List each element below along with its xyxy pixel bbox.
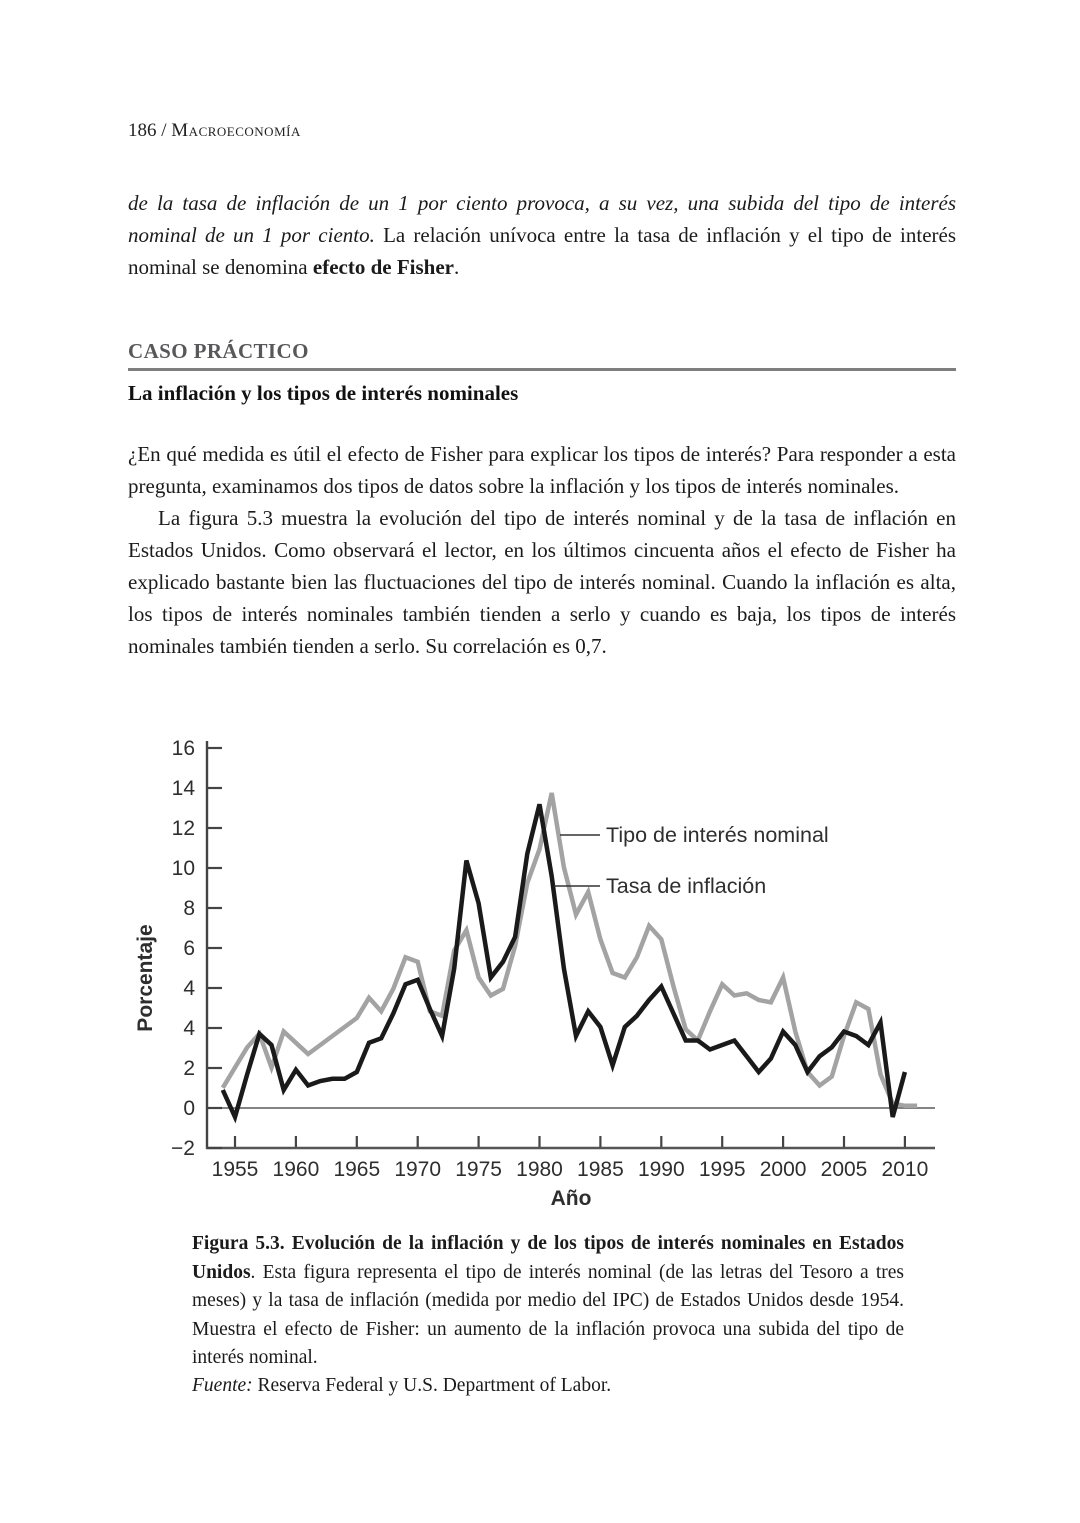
text-segment: . bbox=[454, 255, 460, 279]
y-tick-label: 4 bbox=[183, 1017, 195, 1040]
y-tick-label: 10 bbox=[171, 857, 195, 880]
x-tick-label: 1990 bbox=[637, 1158, 685, 1181]
figure-5-3-chart bbox=[130, 733, 950, 1218]
x-tick-label: 1980 bbox=[516, 1158, 563, 1181]
page-number: 186 / bbox=[128, 120, 172, 141]
x-axis-title: Año bbox=[550, 1187, 592, 1210]
x-tick-label: 1965 bbox=[333, 1158, 381, 1181]
text-segment: . Esta figura representa el tipo de interés nominal (de las letras del Tesoro a tres meses) y la tasa de inflación (medida por medio del IPC) de Estados Unidos desde 1954. Muestra el efecto de Fisher: un aumento de la inflación provoca una subida del tipo de interés nominal. bbox=[192, 1261, 904, 1368]
text-segment: de la tasa de inflación de un 1 por ciento provoca, a su vez, una subida del tipo de interés nominal de un 1 por ciento. bbox=[128, 191, 956, 247]
x-tick-label: 1960 bbox=[272, 1158, 320, 1181]
y-tick-label: 0 bbox=[183, 1097, 195, 1120]
text-segment: Reserva Federal y U.S. Department of Labor. bbox=[252, 1375, 612, 1396]
y-tick-label: 14 bbox=[171, 777, 195, 800]
y-tick-label: 12 bbox=[171, 817, 195, 840]
figure-source bbox=[192, 1372, 904, 1400]
case-study-title: La inflación y los tipos de interés nominales bbox=[128, 381, 519, 405]
y-tick-label: 4 bbox=[183, 977, 195, 1000]
paragraph-question bbox=[128, 438, 956, 502]
case-study-kicker: CASO PRÁCTICO bbox=[128, 339, 309, 363]
x-tick-label: 1970 bbox=[394, 1158, 442, 1181]
y-tick-label: −2 bbox=[171, 1137, 195, 1160]
x-tick-label: 1975 bbox=[455, 1158, 502, 1181]
running-header bbox=[128, 120, 301, 142]
text-segment: La figura 5.3 muestra la evolución del tipo de interés nominal y de la tasa de inflación en Estados Unidos. Como observará el lector, en los últimos cincuenta años el efecto de Fisher ha explicado bastante bien las fluctuaciones del tipo de interés nominal. Cuando la inflación es alta, los tipos de interés nominales también tienden a serlo y cuando es baja, los tipos de interés nominales también tienden a serlo. Su correlación es 0,7. bbox=[128, 506, 956, 658]
y-tick-label: 16 bbox=[171, 737, 195, 760]
case-study-body bbox=[128, 438, 956, 662]
paragraph-figure bbox=[128, 502, 956, 662]
legend-label: Tasa de inflación bbox=[606, 874, 767, 898]
y-axis-title: Porcentaje bbox=[134, 924, 157, 1032]
section-rule bbox=[128, 368, 956, 371]
x-tick-label: 2000 bbox=[759, 1158, 807, 1181]
y-tick-label: 8 bbox=[183, 897, 195, 920]
book-title: Macroeconomía bbox=[171, 120, 301, 141]
intro-paragraph bbox=[128, 187, 956, 283]
y-tick-label: 6 bbox=[183, 937, 195, 960]
x-tick-label: 2010 bbox=[881, 1158, 929, 1181]
text-segment: Fuente: bbox=[192, 1375, 253, 1396]
legend-label: Tipo de interés nominal bbox=[606, 823, 829, 847]
x-tick-label: 1955 bbox=[211, 1158, 259, 1181]
y-tick-label: 2 bbox=[183, 1057, 195, 1080]
text-segment: ¿En qué medida es útil el efecto de Fisher para explicar los tipos de interés? Para responder a esta pregunta, examinamos dos tipos de datos sobre la inflación y los tipos de interés nominales. bbox=[128, 442, 956, 498]
x-tick-label: 2005 bbox=[820, 1158, 868, 1181]
figure-caption bbox=[192, 1230, 904, 1373]
x-tick-label: 1995 bbox=[698, 1158, 746, 1181]
text-segment: Figura 5.3. Evolución de la inflación y de los tipos de interés nominales en Estados Unidos bbox=[192, 1233, 904, 1283]
fisher-chart-svg bbox=[130, 733, 950, 1218]
text-segment: efecto de Fisher bbox=[312, 255, 454, 279]
x-tick-label: 1985 bbox=[577, 1158, 624, 1181]
inflation-line bbox=[223, 804, 905, 1117]
text-segment: La relación unívoca entre la tasa de inflación y el tipo de interés nominal se denomina bbox=[128, 223, 957, 279]
